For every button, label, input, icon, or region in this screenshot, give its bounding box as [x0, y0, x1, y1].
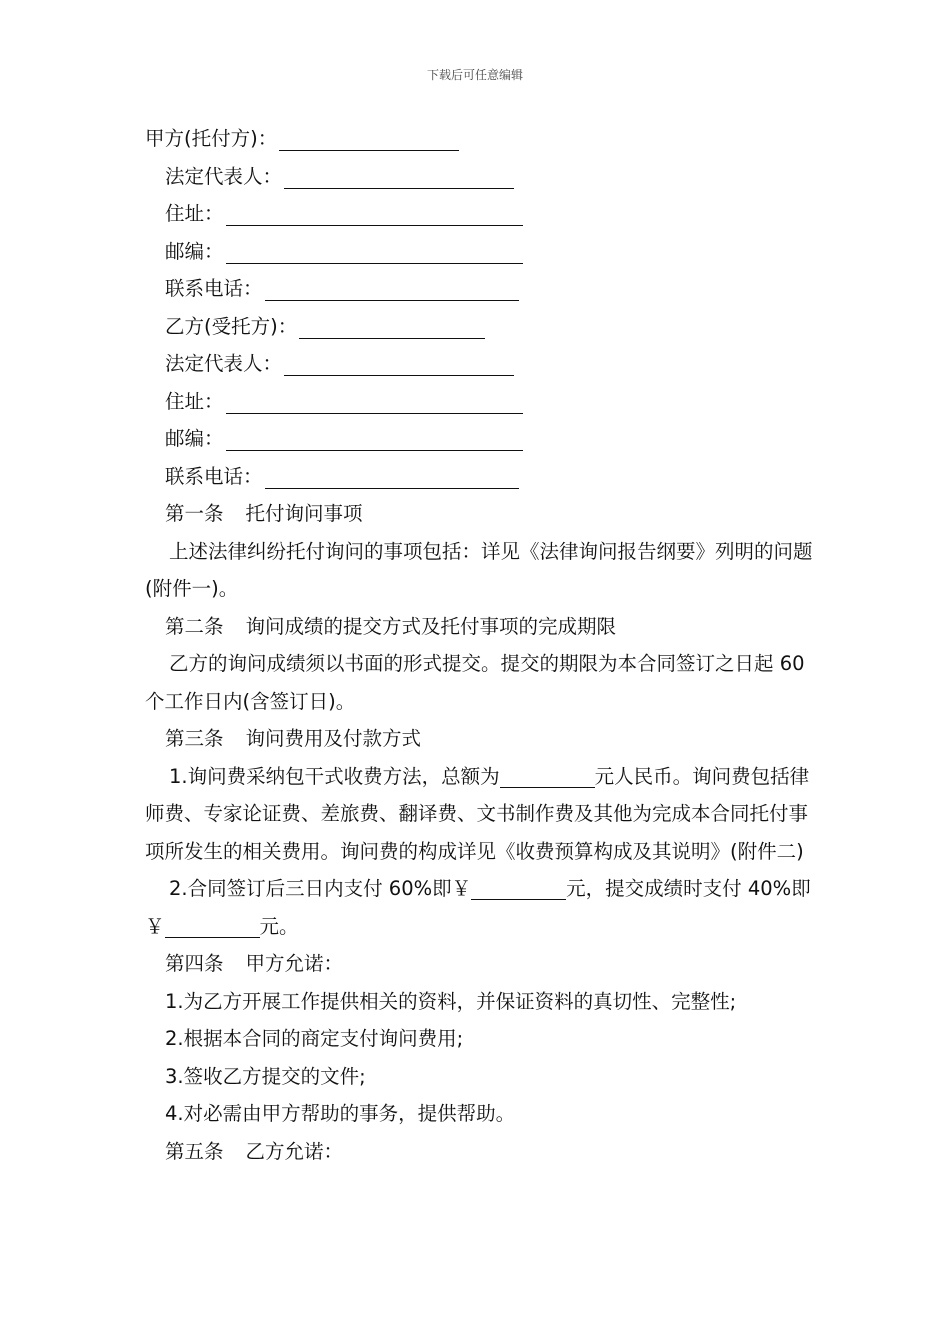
party-b-blank[interactable]: [299, 314, 485, 339]
list-item: 4.对必需由甲方帮助的事务，提供帮助。: [165, 1102, 516, 1125]
party-a-rep-label: 法定代表人：: [165, 164, 283, 188]
article-3-title: 询问费用及付款方式: [245, 727, 422, 750]
list-item: 3.签收乙方提交的文件;: [165, 1064, 366, 1088]
party-b-address-label: 住址：: [165, 389, 224, 413]
party-b-rep-line: [145, 345, 815, 383]
party-b-phone-blank[interactable]: [265, 464, 519, 489]
article-4-title: 甲方允诺：: [245, 952, 344, 975]
article-2-title: 询问成绩的提交方式及托付事项的完成期限: [245, 614, 617, 638]
article-1-title: 托付询问事项: [245, 502, 363, 525]
article-3-item-1: 1.询问费采纳包干式收费方法，总额为 元人民币。询问费包括律师费、专家论证费、差旅费、翻译费、文书制作费及其他为完成本合同托付事项所发生的相关费用。询问费的构成详见《收费预算构成及其说明》(附件二): [145, 764, 810, 863]
party-b-postcode-blank[interactable]: [226, 426, 523, 451]
article-2-heading: [145, 608, 815, 646]
article-3-item-2: 2.合同签订后三日内支付 60%即￥ 元，提交成绩时支付 40%即￥ 元。: [145, 877, 811, 938]
party-a-address-line: [145, 195, 815, 233]
article-1-text: 上述法律纠纷托付询问的事项包括：详见《法律询问报告纲要》列明的问题(附件一)。: [145, 539, 813, 600]
party-a-phone-blank[interactable]: [265, 276, 519, 301]
party-a-phone-label: 联系电话：: [165, 277, 263, 300]
article-3-number: 第三条: [165, 727, 224, 750]
party-b-rep-blank[interactable]: [284, 351, 514, 376]
list-item: 2.根据本合同的商定支付询问费用;: [165, 1027, 464, 1050]
party-a-postcode-label: 邮编：: [165, 239, 224, 263]
party-a-phone-line: [145, 270, 815, 308]
list-item: 1.为乙方开展工作提供相关的资料，并保证资料的真切性、完整性;: [165, 989, 737, 1013]
party-b-postcode-line: [145, 420, 815, 458]
party-b-phone-label: 联系电话：: [165, 464, 263, 488]
fee-60-blank[interactable]: [471, 877, 566, 900]
party-a-postcode-blank[interactable]: [226, 239, 523, 264]
article-4-number: 第四条: [165, 952, 224, 975]
party-a-label: 甲方(托付方)：: [145, 127, 278, 150]
party-a-line: [145, 120, 815, 158]
contract-body: [145, 120, 815, 1170]
article-5-title: 乙方允诺：: [245, 1139, 344, 1163]
page-header: 下载后可任意编辑: [426, 68, 523, 82]
party-b-label: 乙方(受托方)：: [165, 314, 298, 338]
article-4-heading: [145, 945, 815, 983]
party-a-rep-blank[interactable]: [284, 164, 514, 189]
party-b-postcode-label: 邮编：: [165, 427, 224, 450]
party-b-rep-label: 法定代表人：: [165, 352, 283, 375]
article-1-number: 第一条: [165, 502, 224, 525]
party-b-phone-line: [145, 458, 815, 496]
party-a-blank[interactable]: [279, 126, 459, 151]
article-1-heading: [145, 495, 815, 533]
party-b-address-line: [145, 383, 815, 421]
party-b-line: [145, 308, 815, 346]
party-a-postcode-line: [145, 233, 815, 271]
party-a-rep-line: [145, 158, 815, 196]
article-2-text: 乙方的询问成绩须以书面的形式提交。提交的期限为本合同签订之日起 60 个工作日内(含签订日)。: [145, 652, 805, 713]
party-a-address-blank[interactable]: [226, 201, 523, 226]
article-5-number: 第五条: [165, 1139, 224, 1163]
article-5-heading: [145, 1133, 815, 1171]
fee-40-blank[interactable]: [165, 915, 260, 938]
party-a-address-label: 住址：: [165, 202, 224, 225]
article-2-number: 第二条: [165, 614, 224, 638]
party-b-address-blank[interactable]: [226, 389, 523, 414]
article-3-heading: [145, 720, 815, 758]
fee-total-blank[interactable]: [500, 765, 595, 788]
